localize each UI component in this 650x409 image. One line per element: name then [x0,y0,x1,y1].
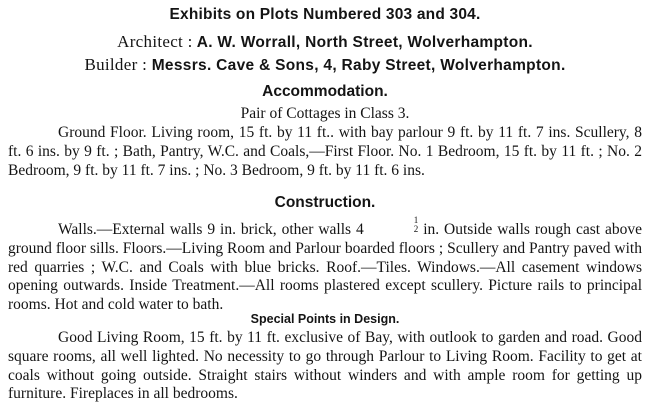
page-title: Exhibits on Plots Numbered 303 and 304. [169,6,481,23]
architect-label: Architect : [117,32,193,51]
construction-text-start: Walls.—External walls 9 in. brick, other walls 4 [58,221,364,238]
class-line: Pair of Cottages in Class 3. [240,105,410,122]
construction-text [8,216,642,315]
accommodation-text: Ground Floor. Living room, 15 ft. by 11 ft.. with bay parlour 9 ft. by 11 ft. 7 ins. Scullery, 8 ft. 6 ins. by 9 ft. ; Bath, Pantry, W.C. and Coals,—First Floor. No. 1 Bedroom, 15 ft. by 11 ft. ; No. 2 Bedroom, 9 ft. by 11 ft. 7 ins. ; No. 3 Bedroom, 9 ft. by 11 ft. 6 ins. [8,124,642,179]
builder-line [0,55,650,75]
special-points-heading: Special Points in Design. [250,312,400,326]
special-points-text: Good Living Room, 15 ft. by 11 ft. exclusive of Bay, with outlook to garden and road. Good square rooms, all well lighted. No necessity to go through Parlour to Living Room. Facility to get at coals without going outside. Straight stairs without winders and with ample room for getting up furniture. Fireplaces in all bedrooms. [8,329,642,403]
architect-line [0,32,650,52]
fraction-denominator: 2 [413,224,419,234]
construction-heading: Construction. [274,194,376,211]
builder-value: Messrs. Cave & Sons, 4, Raby Street, Wolverhampton. [151,57,566,74]
builder-label: Builder : [84,55,148,74]
accommodation-heading: Accommodation. [262,83,388,100]
fraction-numerator: 1 [413,215,419,225]
construction-text-end: in. Outside walls rough cast above ground floor sills. Floors.—Living Room and Parlour boarded floors ; Scullery and Pantry paved with red quarries ; W.C. and Coals with blue bricks. Roof.—Tiles. Windows.—All casement windows opening outwards. Inside Treatment.—All rooms plastered except scullery. Picture rails to principal rooms. Hot and cold water to bath. [8,221,642,314]
architect-value: A. W. Worrall, North Street, Wolverhampton. [196,34,533,51]
half-fraction [364,216,419,234]
